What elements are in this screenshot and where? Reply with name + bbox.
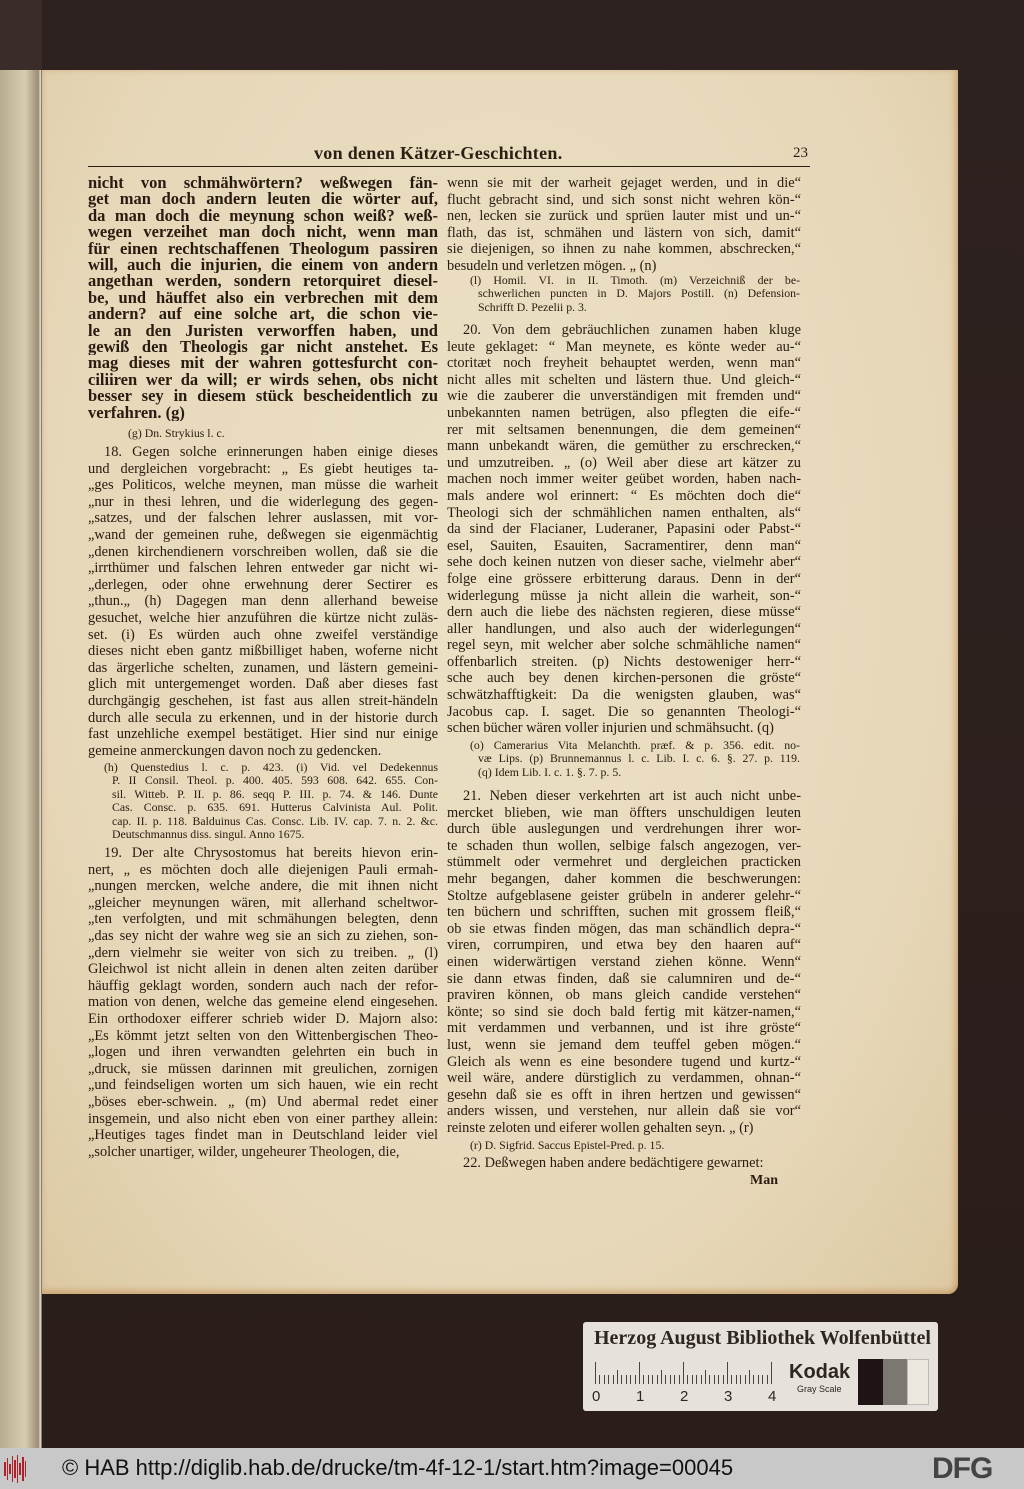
- text-line: mann unbekandt wären, die gemüther zu erschrecken,“: [447, 438, 801, 455]
- text-line: nen, lecken sie zurück und sprüen lauter mist und un-“: [447, 208, 801, 225]
- ruler-tick: [687, 1375, 688, 1384]
- hab-logo-icon: [4, 1455, 26, 1483]
- text-line: insgemein, und also nicht eben von einer parthey allein:: [88, 1110, 438, 1127]
- text-line: „nungen mercken, welche andere, die mit ihnen nicht: [88, 878, 438, 895]
- ruler-tick: [731, 1375, 732, 1384]
- text-line: da man doch die meynung schon weiß? weß-: [88, 207, 438, 225]
- color-calibration-card: [583, 1322, 938, 1411]
- text-line: esel, Sauiten, Esauiten, Sacramentirer, denn man“: [447, 537, 801, 554]
- text-line: gemeine anmerckungen davon noch zu gedencken.: [88, 742, 382, 759]
- text-line: „thun.„ (h) Dagegen man denn allerhand beweise: [88, 593, 438, 610]
- paragraph-20: [447, 322, 801, 737]
- text-line: offenbarlich streiten. (p) Nichts destoweniger herr-“: [447, 653, 801, 670]
- gray-patch-black: [858, 1359, 883, 1405]
- text-line: „das sey nicht der wahre weg sie an sich zu ziehen, son-: [88, 927, 438, 944]
- text-line: Theologi sich der schmählichen namen enthalten, als“: [447, 504, 801, 521]
- text-line: und dergleichen vorgebracht: „ Es giebt heutiges ta-: [88, 460, 438, 477]
- ruler-tick: [617, 1370, 618, 1384]
- ruler-tick: [626, 1375, 627, 1384]
- text-line: P. II Consil. Theol. p. 400. 405. 593 608. 642. 655. Con-: [112, 774, 438, 788]
- text-line: „gleicher meynungen wären, mit allerhand scheltwor-: [88, 894, 438, 911]
- gray-patch-mid: [883, 1359, 907, 1405]
- text-line: (g) Dn. Strykius l. c.: [128, 427, 225, 440]
- text-line: væ Lips. (p) Brunnemannus l. c. Lib. I. c. 6. §. 27. p. 119.: [478, 752, 800, 766]
- text-line: lust, wenn sie jemand dem teuffel geben mögen.“: [447, 1036, 801, 1053]
- footnote-g: [120, 427, 320, 440]
- text-line: wegen verzeihet man doch nicht, wenn man: [88, 224, 438, 241]
- text-line: da sind der Flacianer, Luderaner, Papasini oder Pabst-“: [447, 521, 801, 538]
- text-line: „ges Politicos, welche meynen, man müsse die warheit: [88, 477, 438, 494]
- text-line: Gleich als wenn es eine besondere tugend und kurtz-“: [447, 1053, 801, 1070]
- text-line: machen noch immer weiter geübet worden, haben nach-: [447, 471, 801, 488]
- text-line: fast unzehliche exempel bestätiget. Hier sind nur einige: [88, 726, 438, 743]
- logo-bar: [19, 1463, 21, 1475]
- book-spine-edge: [0, 70, 42, 1448]
- text-line: get man doch andern leuten die wörter auf,: [88, 191, 438, 208]
- text-line: be, und häuffet also ein verbrechen mit dem: [88, 289, 438, 307]
- ruler-tick: [745, 1375, 746, 1384]
- text-line: angethan werden, sondern retorquiret diesel-: [88, 273, 438, 290]
- text-line: anders wissen, und verstehen, nur allein daß sie vor“: [447, 1103, 801, 1120]
- text-line: 18. Gegen solche erinnerungen haben einige dieses: [104, 444, 438, 460]
- text-line: glich mit untergemenget worden. Daß aber dieses fast: [88, 676, 438, 693]
- text-line: „und feindseligen worten um sich hauen, wie ein recht: [88, 1077, 438, 1094]
- text-line: 19. Der alte Chrysostomus hat bereits hievon erin-: [104, 845, 438, 861]
- text-line: das ärgerliche schelten, zunamen, und lästern gemeini-: [88, 659, 438, 676]
- ruler-tick: [714, 1375, 715, 1384]
- ruler-tick: [621, 1375, 622, 1384]
- paragraph-22: [447, 1155, 801, 1172]
- catchword: Man: [750, 1173, 778, 1188]
- text-line: schen bücher wären voller injurien und schmähsucht. (q): [447, 720, 774, 737]
- text-line: reinste zeloten und eiferer wollen gehalten seyn. „ (r): [447, 1119, 754, 1136]
- ruler-tick: [595, 1362, 596, 1384]
- footnotes-h-i: [96, 761, 438, 841]
- text-line: Ein orthodoxer eifferer schrieb wider D. Majorn also:: [88, 1010, 438, 1027]
- text-line: andern? auf eine solche art, die schon vie-: [88, 306, 438, 323]
- text-line: dern auch die liebe des nächsten regieren, diese müsse“: [447, 604, 801, 621]
- text-line: praviren können, ob mans gleich candide verstehen“: [447, 987, 801, 1004]
- text-line: und umzutreiben. „ (o) Weil aber diese art kätzer zu: [447, 454, 801, 471]
- text-line: 20. Von dem gebräuchlichen zunamen haben kluge: [463, 322, 801, 338]
- ruler-tick: [639, 1362, 640, 1384]
- text-line: „solcher unartiger, wilder, ungeheurer Theologen, die,: [88, 1143, 400, 1160]
- logo-bar: [14, 1460, 16, 1478]
- text-line: besser sey in diesem stück bescheidentlich zu: [88, 388, 438, 405]
- paragraph-18: [88, 444, 438, 759]
- ruler-tick: [661, 1370, 662, 1384]
- text-line: sche auch bey denen kirchen-personen die gröste“: [447, 670, 801, 687]
- ruler-number: 4: [768, 1388, 777, 1405]
- ruler-tick: [718, 1375, 719, 1384]
- ruler-tick: [613, 1375, 614, 1384]
- ruler-tick: [705, 1370, 706, 1384]
- ruler-tick: [736, 1375, 737, 1384]
- text-line: schwätzhafftigkeit: Da die wenigsten glauben, was“: [447, 687, 801, 704]
- text-line: mals andere wol erinnert: “ Es möchten doch die“: [447, 487, 801, 504]
- text-line: Deutschmannus diss. singul. Anno 1675.: [112, 828, 305, 842]
- ruler-tick: [604, 1375, 605, 1384]
- text-line: mag dieses mit der wahren gottesfurcht con-: [88, 355, 438, 372]
- text-line: wie die zauberer die unverständigen mit fremden und“: [447, 388, 801, 405]
- text-line: 22. Deßwegen haben andere bedächtigere gewarnet:: [463, 1155, 764, 1171]
- page-number: 23: [793, 145, 808, 161]
- text-line: nicht von schmähwörtern? weßwegen fän-: [88, 175, 438, 192]
- text-line: ctoritæt noch freyheit behauptet werden, wenn man“: [447, 355, 801, 372]
- previous-page-shadow: [0, 0, 42, 70]
- ruler-tick: [679, 1375, 680, 1384]
- text-line: „denen kirchendienern vorschreiben wollen, daß sie die: [88, 543, 438, 560]
- text-line: cap. II. p. 118. Balduinus Cas. Consc. Lib. IV. cap. 7. n. 2. &c.: [112, 814, 438, 828]
- footer-bar: [0, 1448, 1024, 1489]
- text-line: häuffig geklagt worden, sondern auch nach der refor-: [88, 977, 438, 994]
- text-line: „nur in thesi lehren, und die widerlegung des gegen-: [88, 493, 438, 510]
- paragraph-continuation: [88, 175, 438, 421]
- ruler-number: 0: [592, 1388, 601, 1405]
- ruler-tick: [767, 1375, 768, 1384]
- text-line: gesuchet, welche hier anzuführen die kürtze nicht zuläs-: [88, 609, 438, 626]
- text-line: folge eine grössere erbitterung daraus. Denn in der“: [447, 570, 801, 587]
- gray-scale-label: Gray Scale: [797, 1384, 842, 1394]
- text-line: 21. Neben dieser verkehrten art ist auch nicht unbe-: [463, 788, 801, 804]
- ruler-number: 1: [636, 1388, 645, 1405]
- ruler-tick: [740, 1375, 741, 1384]
- running-header: [88, 143, 810, 167]
- ruler-tick: [709, 1375, 710, 1384]
- text-line: könte; so sind sie doch bald fertig mit kätzer-namen,“: [447, 1003, 801, 1020]
- ruler-tick: [643, 1375, 644, 1384]
- text-line: für einen rechtschaffenen Theologum passiren: [88, 240, 438, 258]
- ruler-tick: [696, 1375, 697, 1384]
- kodak-logo: Kodak: [789, 1361, 851, 1383]
- ruler-number: 2: [680, 1388, 689, 1405]
- card-title: Herzog August Bibliothek Wolfenbüttel: [594, 1327, 931, 1349]
- ruler-tick: [762, 1375, 763, 1384]
- logo-bar: [7, 1458, 9, 1480]
- paragraph-19: [88, 845, 438, 1160]
- text-line: regel seyn, mit welcher aber solche schmähliche namen“: [447, 637, 801, 654]
- text-line: mit verdammen und verbannen, und ist ihre gröste“: [447, 1020, 801, 1037]
- text-line: „Es kömmt jetzt selten von den Wittenbergischen Theo-: [88, 1027, 438, 1044]
- text-line: „ten verfolgten, und mit schmähungen belegten, denn: [88, 911, 438, 928]
- logo-bar: [4, 1462, 6, 1476]
- text-line: rer mit seltsamen benennungen, die dem gemeinen“: [447, 421, 801, 438]
- text-line: „druck, sie müssen darinnen mit greulichen, zornigen: [88, 1060, 438, 1077]
- text-line: nert, „ es möchten doch alle diejenigen Pauli ermah-: [88, 861, 438, 878]
- text-line: Cas. Consc. p. 635. 691. Hutterus Calvinista Aul. Polit.: [112, 801, 438, 815]
- ruler-tick: [683, 1362, 684, 1384]
- ruler-tick: [670, 1375, 671, 1384]
- text-line: ciliiren wer da will; er wirds sehen, obs nicht: [88, 371, 438, 389]
- text-line: flucht gebracht sind, und sich sonst nicht wehren kön-“: [447, 191, 801, 208]
- text-line: „Heutiges tages findet man in Deutschland leider viel: [88, 1127, 438, 1144]
- ruler-tick: [665, 1375, 666, 1384]
- text-line: sie diejenigen, so ihnen zu nahe kommen, abschrecken,“: [447, 241, 801, 258]
- text-line: aller handlungen, und also auch der widerlegungen“: [447, 620, 801, 637]
- text-line: „derlegen, oder ohne erwehnung derer Sectirer es: [88, 576, 438, 593]
- text-line: mercket blieben, wie man öffters unschuldigen leuten: [447, 804, 801, 821]
- text-line: „wand der gemeinen ruhe, deßwegen sie eigenmächtig: [88, 526, 438, 543]
- text-line: besudeln und verletzen mögen. „ (n): [447, 257, 657, 274]
- text-line: unbekannten namen betrügen, also pflegten die eife-“: [447, 404, 801, 421]
- text-line: verfahren. (g): [88, 404, 185, 422]
- ruler-tick: [652, 1375, 653, 1384]
- text-line: stümmelt oder vermehret und dergleichen practicken: [447, 854, 801, 871]
- text-line: nicht alles mit schelten und lästern thue. Und gleich-“: [447, 371, 801, 388]
- logo-bar: [9, 1464, 11, 1474]
- text-line: ten büchern und schrifften, suchen mit grossem fleiß,“: [447, 904, 801, 921]
- ruler-tick: [692, 1375, 693, 1384]
- text-line: schwerlichen puncten in D. Majors Postill. (n) Defension-: [478, 287, 800, 301]
- text-line: will, auch die injurien, die einem von andern: [88, 257, 438, 274]
- text-line: durch üble auslegungen und verdrehungen ihrer wor-: [447, 821, 801, 838]
- ruler-tick: [758, 1375, 759, 1384]
- text-line: durchgängig geschehen, ist fast aus allen streit-händeln: [88, 692, 438, 709]
- logo-bar: [17, 1455, 19, 1483]
- text-line: viren, corrumpiren, und etwa bey den haaren auf“: [447, 937, 801, 954]
- text-line: Schrifft D. Pezelii p. 3.: [478, 300, 587, 314]
- ruler-tick: [630, 1375, 631, 1384]
- logo-bar: [25, 1461, 27, 1477]
- text-line: (r) D. Sigfrid. Saccus Epistel-Pred. p. 15.: [470, 1139, 665, 1152]
- text-line: einen widerwärtigen verstand ziehen könne. Wenn“: [447, 953, 801, 970]
- ruler-tick: [753, 1375, 754, 1384]
- text-line: dieses nicht eben gantz mißbilliget haben, woferne nicht: [88, 643, 438, 660]
- ruler-tick: [727, 1362, 728, 1384]
- text-line: te schaden thun wollen, selbige falsch angezogen, ver-: [447, 837, 801, 854]
- text-line: sie dann etwas finden, daß sie calumniren und de-“: [447, 970, 801, 987]
- text-line: weil wäre, andere dürstiglich zu verdammen, ohnan-“: [447, 1070, 801, 1087]
- ruler-tick: [723, 1375, 724, 1384]
- text-line: „irrthümer und falschen lehren entweder gar nicht wi-: [88, 560, 438, 577]
- ruler-tick: [648, 1375, 649, 1384]
- text-line: (o) Camerarius Vita Melanchth. præf. & p. 356. edit. no-: [470, 739, 800, 752]
- running-title: von denen Kätzer-Geschichten.: [314, 143, 563, 163]
- ruler-scale: [595, 1362, 775, 1384]
- text-line: (l) Homil. VI. in II. Timoth. (m) Verzeichniß der be-: [470, 274, 800, 287]
- text-line: (h) Quenstedius l. c. p. 423. (i) Vid. vel Dedekennus: [104, 761, 438, 774]
- text-line: „dern vielmehr sie weiter von sich zu treiben. „ (l): [88, 944, 438, 961]
- text-line: widerlegung müsse ja nicht allein die warheit, son-“: [447, 587, 801, 604]
- footnotes-l-m-n: [462, 274, 800, 314]
- ruler-tick: [635, 1375, 636, 1384]
- text-line: mation von denen, welche das gemeine elend eingesehen.: [88, 994, 438, 1011]
- footnotes-o-p-q: [462, 739, 800, 779]
- logo-bar: [22, 1457, 24, 1481]
- ruler-number: 3: [724, 1388, 733, 1405]
- dfg-logo: DFG: [932, 1452, 993, 1485]
- text-line: Jacobus cap. I. saget. Die so genannten Theologi-“: [447, 703, 801, 720]
- ruler-tick: [657, 1375, 658, 1384]
- gray-patch-white: [907, 1359, 929, 1405]
- paragraph-21: [447, 788, 801, 1136]
- text-line: gesehn daß sie es offt in ihren hertzen und gewissen“: [447, 1086, 801, 1103]
- ruler-tick: [701, 1375, 702, 1384]
- text-line: gewiß den Theologis gar nicht anstehet. Es: [88, 339, 438, 356]
- text-line: sil. Witteb. P. II. p. 86. seqq P. III. p. 74. & 146. Dunte: [112, 787, 438, 801]
- text-line: „böses eber-schwein. „ (m) Und abermal redet einer: [88, 1093, 438, 1110]
- text-line: sehe doch keinen nutzen von dieser sache, vielmehr aber“: [447, 554, 801, 571]
- logo-bar: [12, 1456, 14, 1482]
- text-line: ob sie etwas finden mögen, das man schändlich depra-“: [447, 920, 801, 937]
- text-line: le an den Juristen verworffen haben, und: [88, 322, 438, 340]
- text-line: wenn sie mit der warheit gejaget werden, und in die“: [447, 175, 801, 191]
- ruler-tick: [749, 1370, 750, 1384]
- text-line: durch alle secula zu erkennen, und in der historie durch: [88, 709, 438, 726]
- text-line: set. (i) Es würden auch ohne zweifel verständige: [88, 626, 438, 643]
- text-line: leute geklaget: “ Man meynete, es könte weder au-“: [447, 338, 801, 355]
- text-line: (q) Idem Lib. I. c. 1. §. 7. p. 5.: [478, 765, 622, 779]
- text-line: flath, das ist, schmähen und lästern von sich, damit“: [447, 224, 801, 241]
- copyright-link[interactable]: © HAB http://diglib.hab.de/drucke/tm-4f-12-1/start.htm?image=00045: [62, 1455, 734, 1480]
- footnote-r: [462, 1139, 762, 1152]
- ruler-tick: [608, 1375, 609, 1384]
- text-line: Gleichwol ist nicht allein in denen alten zeiten darüber: [88, 961, 438, 978]
- text-line: Stoltze aufgeblasene geister grübeln in anderer gelehr-“: [447, 887, 801, 904]
- paragraph-continuation-right: [447, 175, 801, 275]
- text-line: „logen und ihren verwandten gelehrten ein buch in: [88, 1044, 438, 1061]
- text-line: „satzes, und der falschen lehrer auslassen, mit vor-: [88, 510, 438, 527]
- ruler-tick: [771, 1362, 772, 1384]
- text-line: mehr begangen, daher kommen die beschwerungen:: [447, 870, 801, 887]
- ruler-tick: [599, 1375, 600, 1384]
- ruler-tick: [674, 1375, 675, 1384]
